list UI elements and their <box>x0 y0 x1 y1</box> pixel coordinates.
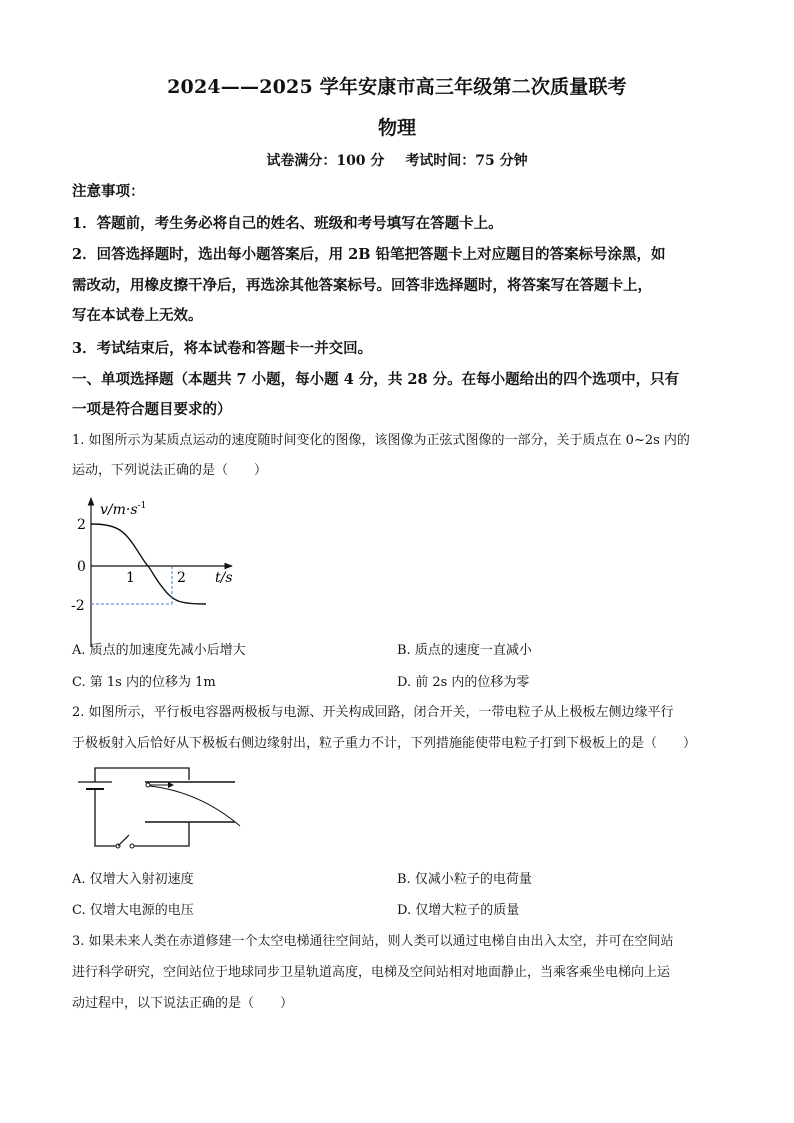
q1-stem-line-1: 1. 如图所示为某质点运动的速度随时间变化的图像，该图像为正弦式图像的一部分，关于质点在 0~2s 内的 <box>72 433 690 448</box>
note-item-2-line-2: 需改动，用橡皮擦干净后，再选涂其他答案标号。回答非选择题时，将答案写在答题卡上， <box>72 277 652 294</box>
particle-dot <box>146 783 150 787</box>
q2-option-b: B. 仅减小粒子的电荷量 <box>397 872 532 887</box>
switch-contact-right <box>130 844 134 848</box>
subject-title: 物理 <box>377 117 416 139</box>
exam-title: 2024——2025 学年安康市高三年级第二次质量联考 <box>167 76 627 98</box>
q2-stem-line-2: 于极板射入后恰好从下极板右侧边缘射出，粒子重力不计，下列措施能使带电粒子打到下极板上的是（ ） <box>72 736 697 751</box>
velocity-curve <box>91 524 206 604</box>
q2-stem-line-1: 2. 如图所示，平行板电容器两极板与电源、开关构成回路，闭合开关，一带电粒子从上极板左侧边缘平行 <box>72 705 674 720</box>
switch-lever <box>118 835 129 846</box>
q1-option-c: C. 第 1s 内的位移为 1m <box>72 675 216 690</box>
note-item-2-line-1: 2．回答选择题时，选出每小题答案后，用 2B 铅笔把答题卡上对应题目的答案标号涂黑，如 <box>72 246 666 263</box>
circuit-left-wire <box>95 789 116 846</box>
note-item-2-line-3: 写在本试卷上无效。 <box>72 307 203 324</box>
exam-time: 考试时间：75 分钟 <box>405 153 528 169</box>
notes-heading: 注意事项： <box>72 183 145 200</box>
q1-velocity-time-graph <box>60 492 250 652</box>
full-score: 试卷满分：100 分 <box>266 153 385 169</box>
note-item-1: 1．答题前，考生务必将自己的姓名、班级和考号填写在答题卡上。 <box>72 215 503 232</box>
x-tick-2: 2 <box>177 570 186 586</box>
circuit-top-wire <box>95 768 189 782</box>
q2-option-c: C. 仅增大电源的电压 <box>72 903 194 918</box>
note-item-3: 3．考试结束后，将本试卷和答题卡一并交回。 <box>72 340 373 357</box>
q2-capacitor-circuit <box>70 762 250 857</box>
q2-option-d: D. 仅增大粒子的质量 <box>397 903 520 918</box>
y-tick-neg-2: -2 <box>71 598 85 614</box>
velocity-arrowhead <box>168 782 174 788</box>
q3-stem-line-1: 3. 如果未来人类在赤道修建一个太空电梯通往空间站，则人类可以通过电梯自由出入太空，并可在空间站 <box>72 934 674 949</box>
section-1-heading-line-2: 一项是符合题目要求的） <box>72 401 232 418</box>
section-1-heading-line-1: 一、单项选择题（本题共 7 小题，每小题 4 分，共 28 分。在每小题给出的四个选项中，只有 <box>72 371 680 388</box>
q1-option-b: B. 质点的速度一直减小 <box>397 643 532 658</box>
circuit-bottom-wire <box>134 822 189 846</box>
x-tick-1: 1 <box>126 570 135 586</box>
q1-option-a: A. 质点的加速度先减小后增大 <box>72 643 246 658</box>
particle-trajectory <box>150 786 240 826</box>
y-tick-0: 0 <box>77 559 86 575</box>
x-axis-label: t/s <box>215 570 233 586</box>
q1-stem-line-2: 运动，下列说法正确的是（ ） <box>72 463 268 478</box>
q2-option-a: A. 仅增大入射初速度 <box>72 872 194 887</box>
y-axis-label: $v/m\cdot s^{-1}$ <box>100 501 147 518</box>
q3-stem-line-3: 动过程中，以下说法正确的是（ ） <box>72 996 294 1011</box>
y-tick-2: 2 <box>77 517 86 533</box>
exam-meta <box>0 150 794 170</box>
q3-stem-line-2: 进行科学研究，空间站位于地球同步卫星轨道高度，电梯及空间站相对地面静止，当乘客乘坐电梯向上运 <box>72 965 671 980</box>
q1-option-d: D. 前 2s 内的位移为零 <box>397 675 530 690</box>
